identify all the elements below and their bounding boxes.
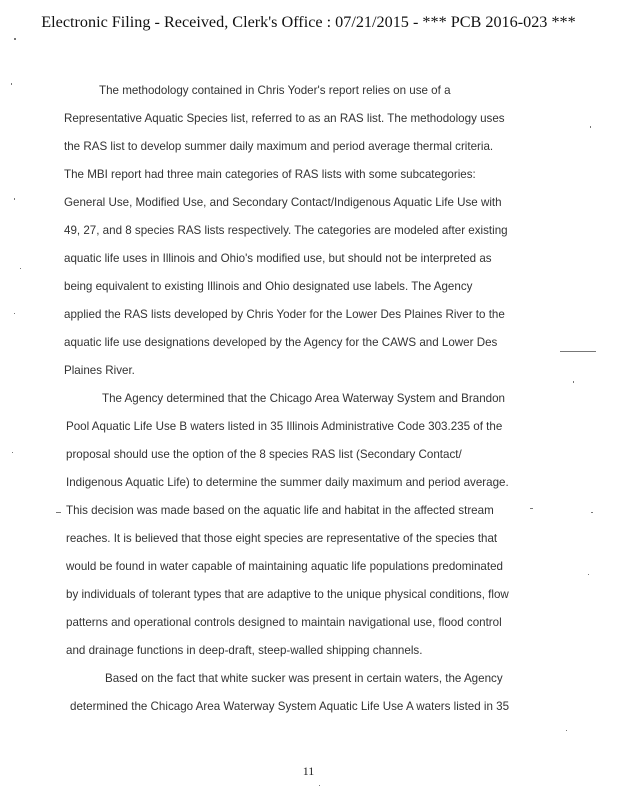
paragraph-2-line-2: Pool Aquatic Life Use B waters listed in 35 Illinois Administrative Code 303.235 of the (66, 420, 503, 433)
scan-speck (56, 512, 61, 513)
scan-speck (591, 512, 593, 513)
filing-header: Electronic Filing - Received, Clerk's Office : 07/21/2015 - *** PCB 2016-023 *** (41, 13, 576, 31)
paragraph-2-line-9: patterns and operational controls designed to maintain navigational use, flood control (66, 616, 502, 629)
scan-speck (12, 452, 13, 453)
scan-speck (530, 508, 533, 509)
paragraph-1-line-7: aquatic life uses in Illinois and Ohio's modified use, but should not be interpreted as (64, 252, 492, 265)
scan-speck (560, 351, 596, 352)
paragraph-2-line-3: proposal should use the option of the 8 species RAS list (Secondary Contact/ (66, 448, 462, 461)
scan-speck (14, 313, 15, 314)
page-number: 11 (302, 764, 315, 778)
paragraph-1-line-9: applied the RAS lists developed by Chris Yoder for the Lower Des Plaines River to the (64, 308, 505, 321)
paragraph-1-line-2: Representative Aquatic Species list, referred to as an RAS list. The methodology uses (64, 112, 505, 125)
paragraph-1-line-4: The MBI report had three main categories of RAS lists with some subcategories: (64, 168, 476, 181)
paragraph-1-line-5: General Use, Modified Use, and Secondary Contact/Indigenous Aquatic Life Use with (64, 196, 502, 209)
scan-speck (573, 381, 574, 383)
scan-speck (590, 126, 591, 128)
scan-speck (14, 38, 16, 40)
paragraph-2-line-10: and drainage functions in deep-draft, steep-walled shipping channels. (66, 644, 423, 657)
scan-speck (588, 574, 589, 575)
paragraph-2-line-6: reaches. It is believed that those eight species are representative of the species that (66, 532, 498, 545)
scan-speck (566, 730, 567, 731)
paragraph-3-line-1: Based on the fact that white sucker was present in certain waters, the Agency (105, 672, 503, 685)
scan-speck (20, 268, 21, 269)
paragraph-2-line-7: would be found in water capable of maintaining aquatic life populations predominated (66, 560, 503, 573)
scan-speck (11, 83, 12, 85)
paragraph-1-line-10: aquatic life use designations developed by the Agency for the CAWS and Lower Des (64, 336, 498, 349)
paragraph-1-line-3: the RAS list to develop summer daily maximum and period average thermal criteria. (64, 140, 494, 153)
paragraph-3-line-2: determined the Chicago Area Waterway System Aquatic Life Use A waters listed in 35 (70, 700, 510, 713)
paragraph-1-line-1: The methodology contained in Chris Yoder's report relies on use of a (99, 84, 451, 97)
paragraph-2-line-8: by individuals of tolerant types that are adaptive to the unique physical conditions, flow (66, 588, 509, 601)
scan-speck (319, 785, 320, 786)
paragraph-1-line-8: being equivalent to existing Illinois and Ohio designated use labels. The Agency (64, 280, 473, 293)
paragraph-1-line-6: 49, 27, and 8 species RAS lists respectively. The categories are modeled after existing (64, 224, 508, 237)
paragraph-2-line-4: Indigenous Aquatic Life) to determine the summer daily maximum and period average. (66, 476, 509, 489)
paragraph-2-line-5: This decision was made based on the aquatic life and habitat in the affected stream (66, 504, 494, 517)
paragraph-1-line-11: Plaines River. (64, 364, 135, 377)
scan-speck (14, 198, 15, 200)
paragraph-2-line-1: The Agency determined that the Chicago Area Waterway System and Brandon (102, 392, 506, 405)
